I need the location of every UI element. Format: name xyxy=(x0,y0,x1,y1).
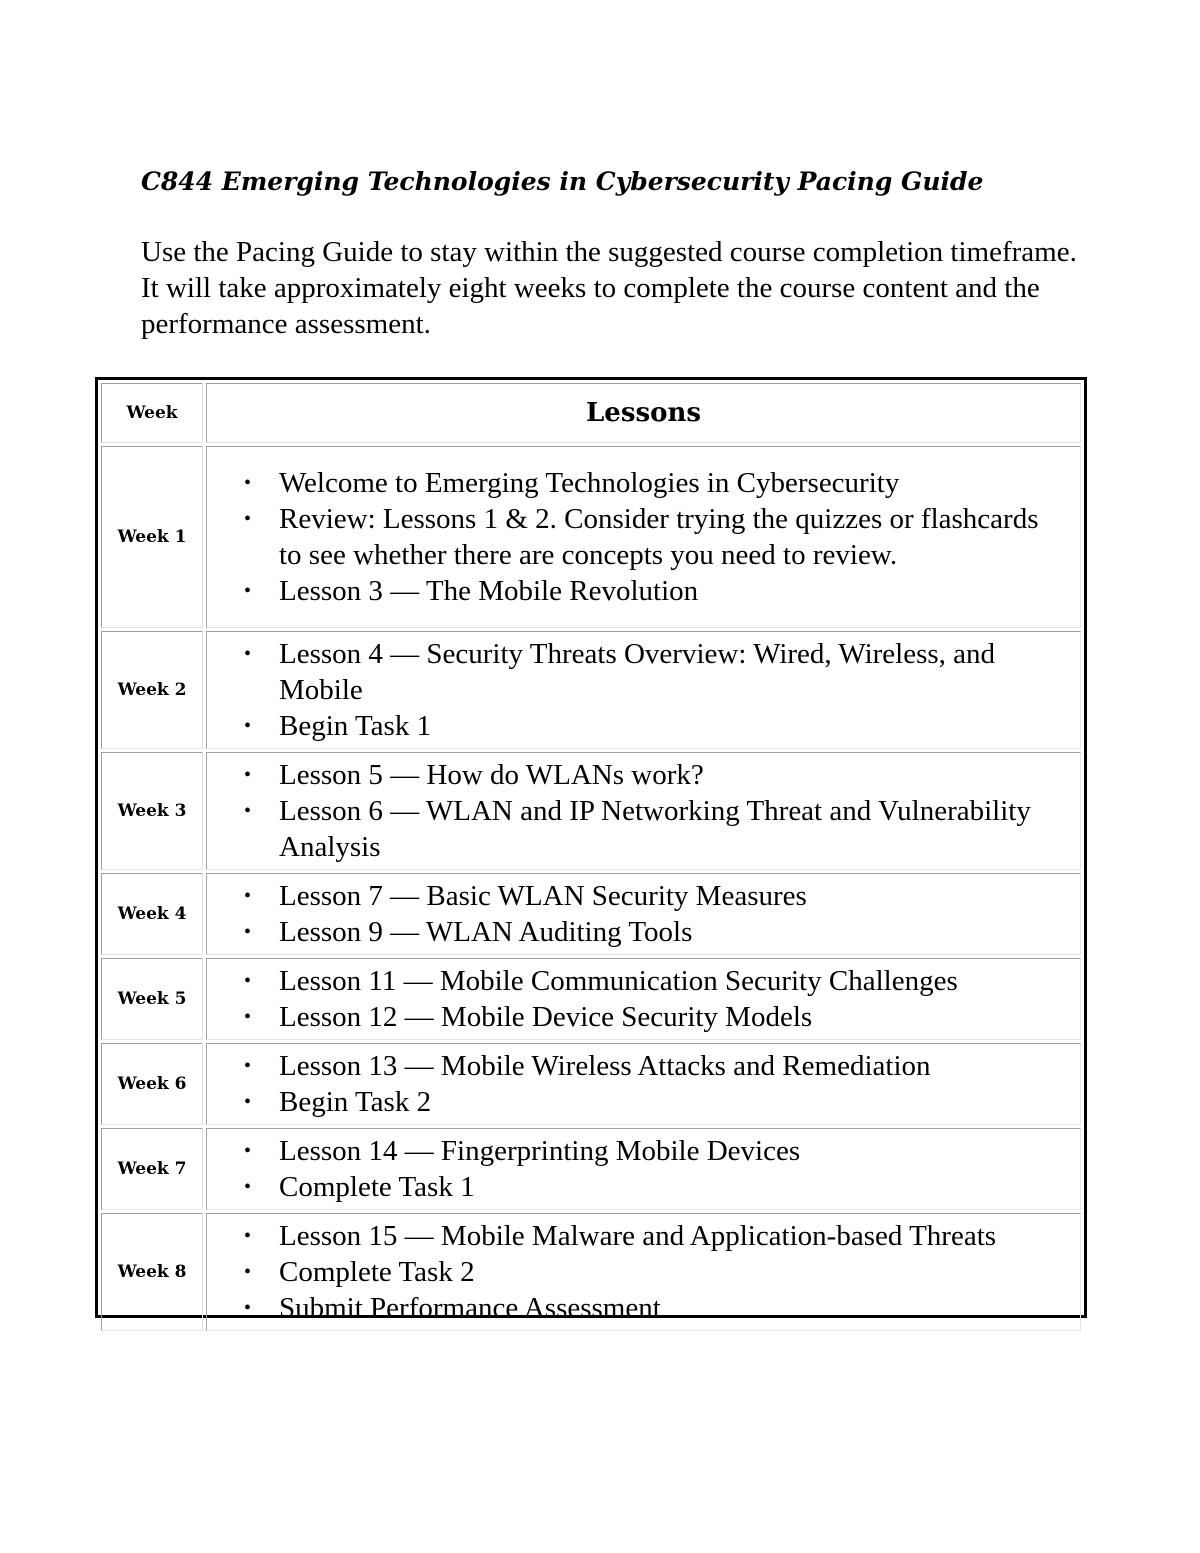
pacing-table xyxy=(98,380,1084,1334)
table-row xyxy=(101,1043,1081,1125)
table-row xyxy=(101,631,1081,749)
list-item xyxy=(244,501,1068,573)
bullet-icon: • xyxy=(244,472,252,494)
lesson-item-text: Lesson 13 — Mobile Wireless Attacks and Remediation xyxy=(279,1050,931,1082)
bullet-icon: • xyxy=(244,885,252,907)
week-label: Week 8 xyxy=(101,1213,203,1331)
lesson-item-text: Lesson 6 — WLAN and IP Networking Threat and Vulnerability Analysis xyxy=(279,795,1031,863)
lesson-item-text: Lesson 14 — Fingerprinting Mobile Devices xyxy=(279,1135,801,1167)
list-item xyxy=(244,963,1068,999)
list-item xyxy=(244,1169,1068,1205)
list-item xyxy=(244,636,1068,708)
list-item xyxy=(244,793,1068,865)
week-column-header: Week xyxy=(101,383,203,443)
pacing-table-frame xyxy=(95,377,1087,1324)
table-row xyxy=(101,1213,1081,1331)
week-label: Week 3 xyxy=(101,752,203,870)
table-header-row xyxy=(101,383,1081,443)
lesson-item-text: Review: Lessons 1 & 2. Consider trying the quizzes or flashcards to see whether there are concepts you need to review. xyxy=(279,503,1039,571)
lessons-cell xyxy=(206,873,1081,955)
lesson-item-text: Welcome to Emerging Technologies in Cybersecurity xyxy=(279,467,900,499)
lesson-list xyxy=(207,1044,1080,1124)
lesson-list xyxy=(207,959,1080,1039)
lessons-cell xyxy=(206,958,1081,1040)
lesson-list xyxy=(207,1129,1080,1209)
bullet-icon: • xyxy=(244,764,252,786)
lesson-item-text: Lesson 15 — Mobile Malware and Application-based Threats xyxy=(279,1220,997,1252)
lesson-item-text: Begin Task 1 xyxy=(279,710,432,742)
list-item xyxy=(244,1133,1068,1169)
intro-paragraph: Use the Pacing Guide to stay within the suggested course completion timeframe. It will take approximately eight weeks to complete the course content and the performance assessment. xyxy=(141,236,1077,340)
lesson-item-text: Begin Task 2 xyxy=(279,1086,432,1118)
week-label: Week 1 xyxy=(101,446,203,628)
lesson-item-text: Lesson 12 — Mobile Device Security Models xyxy=(279,1001,813,1033)
week-label: Week 4 xyxy=(101,873,203,955)
week-label: Week 5 xyxy=(101,958,203,1040)
table-row xyxy=(101,752,1081,870)
lesson-item-text: Lesson 4 — Security Threats Overview: Wired, Wireless, and Mobile xyxy=(279,638,996,706)
bullet-icon: • xyxy=(244,970,252,992)
bullet-icon: • xyxy=(244,1091,252,1113)
bullet-icon: • xyxy=(244,508,252,530)
list-item xyxy=(244,465,1068,501)
list-item xyxy=(244,1218,1068,1254)
list-item xyxy=(244,1290,1068,1326)
week-label: Week 2 xyxy=(101,631,203,749)
lesson-item-text: Lesson 3 — The Mobile Revolution xyxy=(279,575,699,607)
bullet-icon: • xyxy=(244,643,252,665)
table-row xyxy=(101,958,1081,1040)
bullet-icon: • xyxy=(244,1140,252,1162)
bullet-icon: • xyxy=(244,1006,252,1028)
lesson-item-text: Lesson 7 — Basic WLAN Security Measures xyxy=(279,880,807,912)
week-label: Week 7 xyxy=(101,1128,203,1210)
lesson-list xyxy=(207,1214,1080,1330)
lesson-list xyxy=(207,461,1080,613)
bullet-icon: • xyxy=(244,1297,252,1319)
lesson-item-text: Lesson 11 — Mobile Communication Security Challenges xyxy=(279,965,958,997)
bullet-icon: • xyxy=(244,580,252,602)
list-item xyxy=(244,878,1068,914)
lesson-list xyxy=(207,874,1080,954)
bullet-icon: • xyxy=(244,800,252,822)
lessons-cell xyxy=(206,1128,1081,1210)
list-item xyxy=(244,757,1068,793)
list-item xyxy=(244,1254,1068,1290)
lessons-cell xyxy=(206,1043,1081,1125)
lessons-cell xyxy=(206,752,1081,870)
lessons-cell xyxy=(206,446,1081,628)
bullet-icon: • xyxy=(244,1176,252,1198)
page-title: C844 Emerging Technologies in Cybersecurity Pacing Guide xyxy=(141,167,984,196)
list-item xyxy=(244,999,1068,1035)
bullet-icon: • xyxy=(244,1261,252,1283)
week-label: Week 6 xyxy=(101,1043,203,1125)
list-item xyxy=(244,708,1068,744)
bullet-icon: • xyxy=(244,921,252,943)
lesson-item-text: Complete Task 1 xyxy=(279,1171,475,1203)
table-body xyxy=(101,446,1081,1331)
lesson-list xyxy=(207,632,1080,748)
table-row xyxy=(101,873,1081,955)
bullet-icon: • xyxy=(244,715,252,737)
lesson-item-text: Lesson 9 — WLAN Auditing Tools xyxy=(279,916,693,948)
bullet-icon: • xyxy=(244,1225,252,1247)
lesson-item-text: Lesson 5 — How do WLANs work? xyxy=(279,759,704,791)
table-row xyxy=(101,446,1081,628)
bullet-icon: • xyxy=(244,1055,252,1077)
lessons-cell xyxy=(206,1213,1081,1331)
lessons-cell xyxy=(206,631,1081,749)
list-item xyxy=(244,1048,1068,1084)
lesson-item-text: Complete Task 2 xyxy=(279,1256,475,1288)
lesson-list xyxy=(207,753,1080,869)
lesson-item-text: Submit Performance Assessment xyxy=(279,1292,661,1324)
lessons-column-header: Lessons xyxy=(206,383,1081,443)
list-item xyxy=(244,573,1068,609)
table-row xyxy=(101,1128,1081,1210)
list-item xyxy=(244,1084,1068,1120)
list-item xyxy=(244,914,1068,950)
